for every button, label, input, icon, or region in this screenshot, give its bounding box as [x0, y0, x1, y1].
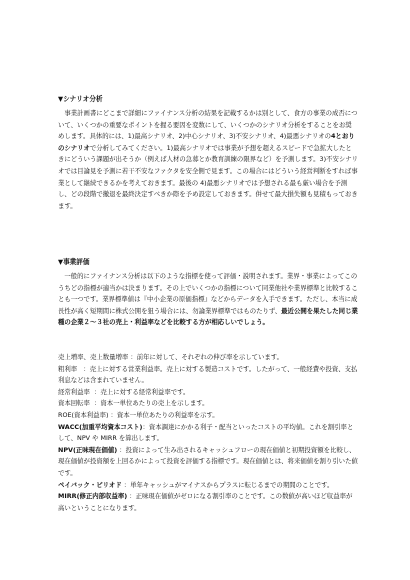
term-desc: ：資本調達にかかる利子・配当といったコストの平均値。これを割引率として、NPV や MIRR を算出します。: [58, 422, 354, 443]
term-desc: ：正味現在価値がゼロになる割引率のことです。この数値が高いほど収益率が高いということになります。: [58, 492, 353, 512]
term-item: [58, 491, 358, 514]
scenario-paragraph: [58, 108, 358, 212]
term-name: NPV(正味現在価値): [58, 445, 118, 454]
term-name: 粗利率: [58, 364, 78, 373]
term-desc: ：売上に対する営業利益率。売上に対する製造コストです。したがって、一般経費や投資、支払利息などは含まれていません。: [58, 364, 358, 385]
scenario-text-2: 4とおりのシナリオ: [58, 132, 355, 152]
term-name: WACC(加重平均資本コスト): [58, 422, 143, 431]
term-name: MIRR(修正内部収益率): [58, 492, 128, 501]
term-name: ROE(資本利益率): [58, 410, 109, 419]
evaluation-paragraph: [58, 271, 358, 329]
scenario-heading: ▼シナリオ分析: [58, 95, 103, 103]
term-name: 経常利益率: [58, 387, 90, 396]
term-item: [58, 422, 358, 445]
evaluation-text-2: 最近公開を果たした同じ業種の企業２～３社の売上・利益率などを比較する方が相応しいでしょう。: [58, 306, 358, 327]
term-item: [58, 387, 358, 399]
term-item: [58, 364, 358, 387]
term-name: 資本回転率: [58, 399, 90, 408]
term-item: [58, 352, 358, 364]
term-item: [58, 410, 358, 422]
scenario-text-3: で分析してみてください。1)最高シナリオでは事業が予想を超えるスピードで急拡大したときにどういう課題が出そうか（例えば人材の急募とか教育訓練の限界など）を予測します。3)不安シナリオでは目論見を予測に若干不安なファクタを安全側で見ます。この場合にはどういう経営判断をすれば事業として継続できるかを考えておきます。最後の 4)最悪シナリオでは予想される最も厳い場合を予測し、どの段階で撤退を最終決定すべきか際を予め設定しておきます。併せて最大損失額も見積もっておきます。: [58, 143, 359, 210]
term-desc: ：投資によって生み出されるキャッシュフローの現在価値と初期投資額を比較し、現在価値が投資額を上回るかによって投資を評価する指標です。現在価値とは、将来価値を割り引いた値です。: [58, 445, 358, 477]
term-desc: ：単年キャッシュがマイナスからプラスに転じるまでの期間のことです。: [123, 480, 334, 489]
evaluation-text-1: 一般的にファイナンス分析は以下のような指標を使って評価・説明されます。業界・事業によってこのうちどの指標が適当かは決まります。その上でいくつかの指標について同業他社や業界標準と比較することも一つです。業界標準値は『中小企業の原価指標』などからデータを入手できます。ただし、本当に成長性が高く短期間に株式公開を狙う場合には、勿論業界標準ではものたりず、: [58, 272, 358, 315]
term-item: [58, 445, 358, 480]
evaluation-heading: ▼事業評価: [58, 258, 90, 266]
terms-list: [58, 352, 358, 514]
term-item: [58, 398, 358, 410]
term-desc: ：資本一単位あたりの利益率を示す。: [110, 410, 219, 419]
term-desc: ：売上に対する経常利益率です。: [94, 387, 190, 396]
term-name: 売上増率、売上数量増率: [58, 353, 129, 361]
scenario-text-1: 事業計画書にどこまで詳細にファイナンス分析の結果を記載するかは別として、食方の事業の成否について、いくつかの重要なポイントを握る要因を変数にして、いくつかのシナリオ分析をすることをお奨めします。具体的には、1)最高シナリオ、2)中心シナリオ、3)不安シナリオ、4)最悪シナリオの: [58, 109, 358, 141]
term-item: [58, 480, 358, 492]
term-desc: ：資本一単位あたりの売上を示します。: [94, 399, 209, 408]
term-desc: ：前年に対して、それぞれの伸び率を示しています。: [130, 353, 284, 361]
term-name: ペイバック・ピリオド: [58, 480, 122, 489]
